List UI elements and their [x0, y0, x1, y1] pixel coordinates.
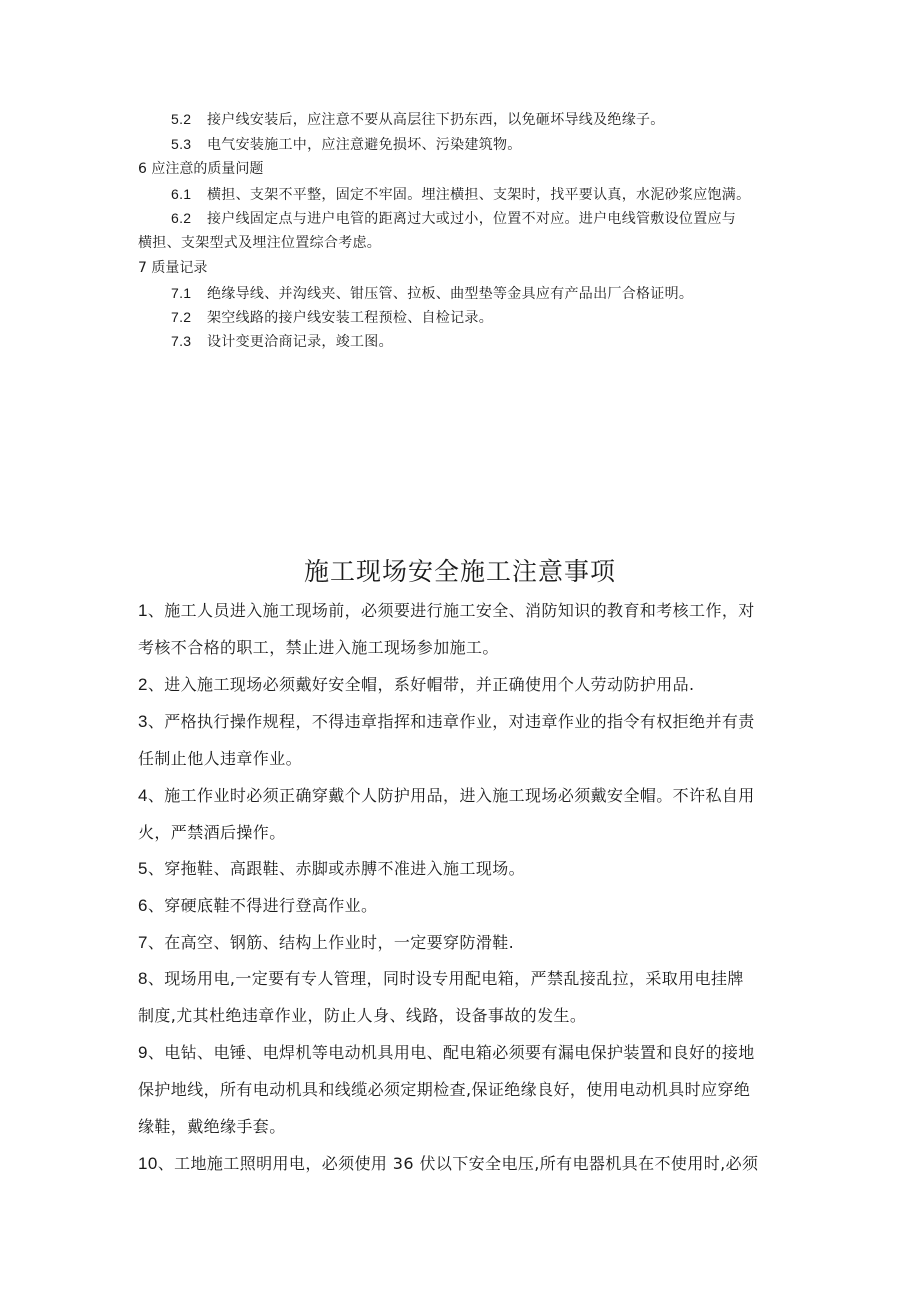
- clause-6-2: [171, 208, 736, 229]
- clause-7-3: [171, 331, 393, 352]
- safety-line: [138, 673, 695, 697]
- item-number: 7: [138, 933, 148, 952]
- section-7-heading: 7 质量记录: [138, 260, 208, 276]
- line-text: 制度,尤其杜绝违章作业，防止人身、线路，设备事故的发生。: [138, 1006, 587, 1025]
- safety-line: [138, 747, 302, 771]
- clause-number: 6.1: [171, 186, 192, 202]
- clause-text: 接户线固定点与进户电管的距离过大或过小，位置不对应。进户电线管敷设位置应与: [207, 211, 737, 227]
- line-text: 、电钻、电锤、电焊机等电动机具用电、配电箱必须要有漏电保护装置和良好的接地: [147, 1043, 755, 1062]
- safety-line: [138, 599, 755, 623]
- clause-number: 7.1: [171, 285, 192, 301]
- clause-5-2: [171, 109, 665, 130]
- clause-text: 接户线安装后，应注意不要从高层往下扔东西，以免砸坏导线及绝缘子。: [207, 112, 665, 128]
- safety-line: [138, 967, 744, 991]
- line-text: 、在高空、钢筋、结构上作业时，一定要穿防滑鞋.: [147, 933, 515, 952]
- line-text: 、穿硬底鞋不得进行登高作业。: [147, 896, 378, 915]
- clause-5-3: [171, 134, 522, 155]
- item-number: 2: [138, 675, 148, 694]
- line-text: 、严格执行操作规程，不得违章指挥和违章作业，对违章作业的指令有权拒绝并有责: [147, 712, 755, 731]
- item-number: 9: [138, 1043, 148, 1062]
- item-number: 6: [138, 896, 148, 915]
- clause-number: 7.2: [171, 309, 192, 325]
- item-number: 1: [138, 601, 148, 620]
- section-6-heading: 6 应注意的质量问题: [138, 161, 264, 177]
- safety-line: [138, 1004, 586, 1028]
- clause-7-2: [171, 307, 493, 328]
- clause-6-1: [171, 184, 750, 205]
- safety-line: [138, 636, 499, 660]
- line-text: 保护地线，所有电动机具和线缆必须定期检查,保证绝缘良好，使用电动机具时应穿绝: [138, 1080, 751, 1099]
- item-number: 5: [138, 859, 148, 878]
- item-number: 10: [138, 1154, 158, 1173]
- clause-7-1: [171, 283, 693, 304]
- clause-number: 6.2: [171, 210, 192, 226]
- clause-text: 横担、支架不平整，固定不牢固。埋注横担、支架时，找平要认真，水泥砂浆应饱满。: [207, 187, 751, 203]
- clause-number: 7.3: [171, 333, 192, 349]
- safety-line: [138, 1152, 758, 1176]
- safety-line: [138, 1078, 750, 1102]
- safety-line: [138, 857, 525, 881]
- safety-line: [138, 931, 514, 955]
- safety-line: [138, 710, 755, 734]
- line-text: 、穿拖鞋、高跟鞋、赤脚或赤膊不准进入施工现场。: [147, 859, 526, 878]
- line-text: 、施工作业时必须正确穿戴个人防护用品，进入施工现场必须戴安全帽。不许私自用: [147, 786, 755, 805]
- safety-line: [138, 1041, 755, 1065]
- line-text: 火，严禁酒后操作。: [138, 823, 286, 842]
- line-text: 、进入施工现场必须戴好安全帽，系好帽带，并正确使用个人劳动防护用品.: [147, 675, 695, 694]
- clause-number: 5.3: [171, 136, 192, 152]
- line-text: 、施工人员进入施工现场前，必须要进行施工安全、消防知识的教育和考核工作，对: [147, 601, 755, 620]
- line-text: 、工地施工照明用电，必须使用 36 伏以下安全电压,所有电器机具在不使用时,必须: [157, 1154, 759, 1173]
- safety-line: [138, 784, 755, 808]
- item-number: 8: [138, 969, 148, 988]
- clause-text: 设计变更洽商记录，竣工图。: [207, 334, 393, 350]
- clause-number: 5.2: [171, 111, 192, 127]
- item-number: 4: [138, 786, 148, 805]
- safety-line: [138, 1115, 286, 1139]
- line-text: 考核不合格的职工，禁止进入施工现场参加施工。: [138, 638, 499, 657]
- clause-text: 电气安装施工中，应注意避免损坏、污染建筑物。: [207, 137, 522, 153]
- safety-title: 施工现场安全施工注意事项: [303, 557, 616, 586]
- line-text: 缘鞋，戴绝缘手套。: [138, 1117, 286, 1136]
- line-text: 任制止他人违章作业。: [138, 749, 303, 768]
- safety-line: [138, 821, 286, 845]
- clause-text: 绝缘导线、并沟线夹、钳压管、拉板、曲型垫等金具应有产品出厂合格证明。: [207, 286, 694, 302]
- clause-text: 架空线路的接户线安装工程预检、自检记录。: [207, 310, 493, 326]
- item-number: 3: [138, 712, 148, 731]
- clause-6-2-continued: 横担、支架型式及埋注位置综合考虑。: [138, 235, 382, 251]
- safety-line: [138, 894, 377, 918]
- line-text: 、现场用电,一定要有专人管理，同时设专用配电箱，严禁乱接乱拉，采取用电挂牌: [147, 969, 744, 988]
